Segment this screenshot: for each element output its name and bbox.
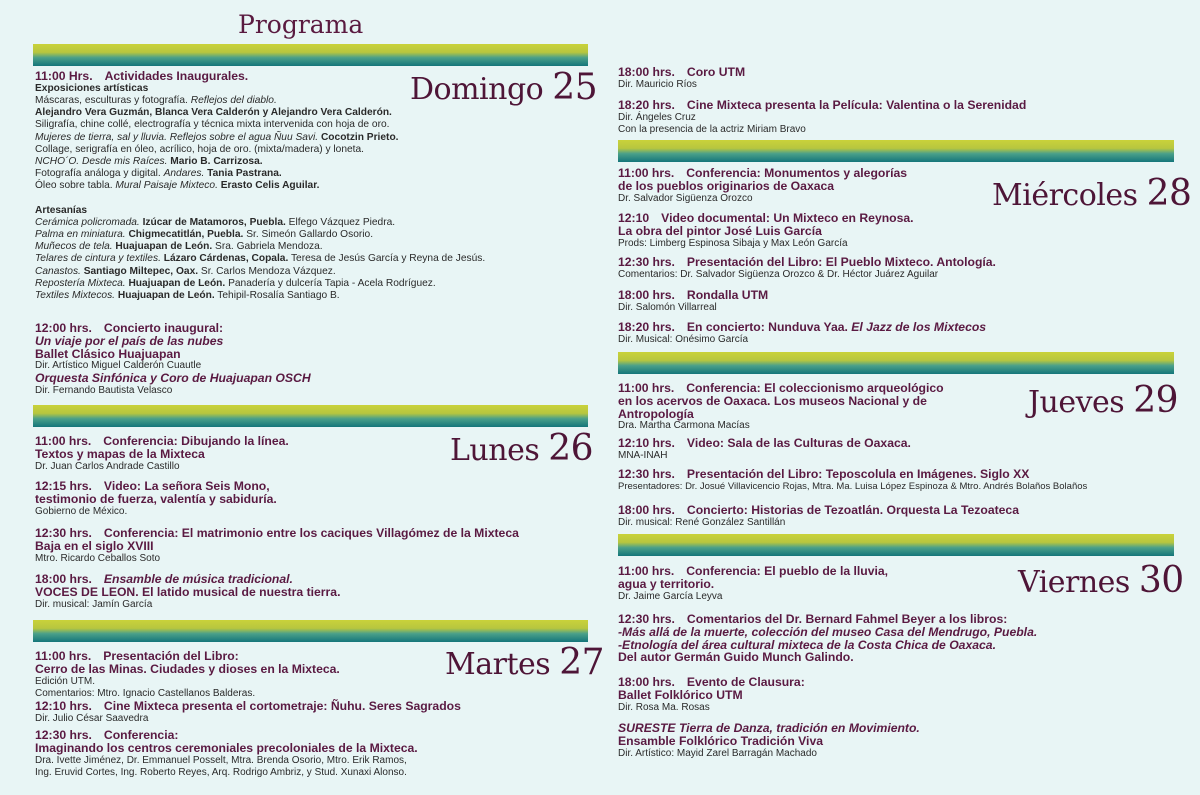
martes-e5: 18:20 hrs. Cine Mixteca presenta la Película: Valentina o la Serenidad Dir. Ángeles Cruz Con la presencia de la actriz Miriam Bravo xyxy=(618,98,1027,135)
jueves-e1: 11:00 hrs. Conferencia: El coleccionismo arqueológico en los acervos de Oaxaca. Los museos Nacional y de Antropología Dra. Martha Carmona Macías xyxy=(618,381,944,432)
viernes-e2: 12:30 hrs. Comentarios del Dr. Bernard Fahmel Beyer a los libros: -Más allá de la muerte, colección del museo Casa del Mendrugo, Puebla. -Etnología del área cultural mixteca de la Costa Chica de Oaxaca. Del autor Germán Guido Munch Galindo. xyxy=(618,612,1038,665)
day-heading-lunes: Lunes 26 xyxy=(450,428,594,469)
viernes-band xyxy=(618,534,1174,556)
viernes-e4: SURESTE Tierra de Danza, tradición en Movimiento. Ensamble Folklórico Tradición Viva Dir. Artístico: Mayid Zarel Barragán Machado xyxy=(618,721,920,759)
miercoles-e2: 12:10 Video documental: Un Mixteco en Reynosa. La obra del pintor José Luis García Prods: Limberg Espinosa Sibaja y Max León García xyxy=(618,211,914,249)
viernes-e1: 11:00 hrs. Conferencia: El pueblo de la lluvia, agua y territorio. Dr. Jaime García Leyva xyxy=(618,564,889,602)
list-item: Canastos. Santiago Miltepec, Oax. Sr. Carlos Mendoza Vázquez. xyxy=(35,265,336,277)
lunes-e2: 12:15 hrs. Video: La señora Seis Mono, testimonio de fuerza, valentía y sabiduría. Gobierno de México. xyxy=(35,479,277,517)
day-heading-domingo: Domingo 25 xyxy=(410,67,598,108)
list-item: Palma en miniatura. Chigmecatitlán, Puebla. Sr. Simeón Gallardo Osorio. xyxy=(35,229,374,241)
list-item: NCHO´O. Desde mis Raíces. Mario B. Carrizosa. xyxy=(35,156,263,168)
list-item: Cerámica policromada. Izúcar de Matamoros, Puebla. Elfego Vázquez Piedra. xyxy=(35,216,396,228)
day-heading-martes: Martes 27 xyxy=(445,642,605,683)
lunes-e3: 12:30 hrs. Conferencia: El matrimonio entre los caciques Villagómez de la Mixteca Baja en el siglo XVIII Mtro. Ricardo Ceballos Soto xyxy=(35,526,519,564)
domingo-block xyxy=(35,70,485,302)
domingo-concert-block: 12:00 hrs. Concierto inaugural: Un viaje por el país de las nubes Ballet Clásico Huajuapan Dir. Artístico Miguel Calderón Cuautle Orquesta Sinfónica y Coro de Huajuapan OSCH Dir. Fernando Bautista Velasco xyxy=(35,321,311,397)
day-heading-viernes: Viernes 30 xyxy=(1018,560,1184,601)
miercoles-e5: 18:20 hrs. En concierto: Nunduva Yaa. El Jazz de los Mixtecos Dir. Musical: Onésimo García xyxy=(618,320,987,345)
list-item: Telares de cintura y textiles. Lázaro Cárdenas, Copala. Teresa de Jesús García y Reyna de Jesús. xyxy=(35,253,486,265)
list-item: Máscaras, esculturas y fotografía. Reflejos del diablo. xyxy=(35,95,277,106)
lunes-band xyxy=(33,405,588,427)
page-title: Programa xyxy=(238,10,364,39)
martes-e2: 12:10 hrs. Cine Mixteca presenta el cortometraje: Ñuhu. Seres Sagrados Dir. Julio César Saavedra xyxy=(35,699,461,724)
list-item: Textiles Mixtecos. Huajuapan de León. Tehipil-Rosalía Santiago B. xyxy=(35,290,340,302)
list-item: Óleo sobre tabla. Mural Paisaje Mixteco. Erasto Celis Aguilar. xyxy=(35,180,320,192)
list-item: Repostería Mixteca. Huajuapan de León. Panadería y dulcería Tapia - Acela Rodríguez. xyxy=(35,277,436,289)
lunes-e4: 18:00 hrs. Ensamble de música tradicional. VOCES DE LEON. El latido musical de nuestra tierra. Dir. musical: Jamín García xyxy=(35,572,341,610)
day-heading-jueves: Jueves 29 xyxy=(1028,380,1179,421)
jueves-e2: 12:10 hrs. Video: Sala de las Culturas de Oaxaca. MNA-INAH xyxy=(618,436,911,461)
viernes-e3: 18:00 hrs. Evento de Clausura: Ballet Folklórico UTM Dir. Rosa Ma. Rosas xyxy=(618,675,805,713)
jueves-e4: 18:00 hrs. Concierto: Historias de Tezoatlán. Orquesta La Tezoateca Dir. musical: René González Santillán xyxy=(618,503,1019,528)
list-item: Siligrafía, chine collé, electrografía y técnica mixta intervenida con hoja de oro. xyxy=(35,119,390,131)
list-item: Fotografía análoga y digital. Andares. Tania Pastrana. xyxy=(35,168,282,180)
day-heading-miercoles: Miércoles 28 xyxy=(992,173,1192,214)
list-item: Collage, serigrafía en óleo, acrílico, hoja de oro. (mixta/madera) y loneta. xyxy=(35,143,364,155)
martes-e1: 11:00 hrs. Presentación del Libro: Cerro de las Minas. Ciudades y dioses en la Mixteca. Edición UTM. Comentarios: Mtro. Ignacio Castellanos Balderas. xyxy=(35,649,340,699)
list-item: Mujeres de tierra, sal y lluvia. Reflejos sobre el agua Ñuu Savi. Cocotzin Prieto. xyxy=(35,131,399,143)
miercoles-band xyxy=(618,140,1174,162)
right-page xyxy=(600,0,1200,795)
subheading: Artesanías xyxy=(35,204,88,216)
miercoles-e3: 12:30 hrs. Presentación del Libro: El Pueblo Mixteco. Antología. Comentarios: Dr. Salvador Sigüenza Orozco & Dr. Héctor Juárez Aguilar xyxy=(618,255,996,280)
jueves-e3: 12:30 hrs. Presentación del Libro: Teposcolula en Imágenes. Siglo XX Presentadores: Dr. Josué Villavicencio Rojas, Mtra. Ma. Luisa López Espinoza & Mtro. Andrés Bolaños Bolaños xyxy=(618,467,1088,492)
martes-e3: 12:30 hrs. Conferencia: Imaginando los centros ceremoniales precoloniales de la Mixteca. Dra. Ivette Jiménez, Dr. Emmanuel Posselt, Mtra. Brenda Osorio, Mtro. Erik Ramos, Ing. Eruvid Cortes, Ing. Roberto Reyes, Arq. Rodrigo Ambriz, y Stud. Xunaxi Alonso. xyxy=(35,728,418,778)
list-item: Muñecos de tela. Huajuapan de León. Sra. Gabriela Mendoza. xyxy=(35,241,323,253)
domingo-band xyxy=(33,44,588,66)
event-heading: 12:00 hrs. Concierto inaugural: xyxy=(35,321,224,335)
jueves-band xyxy=(618,352,1174,374)
subheading: Exposiciones artísticas xyxy=(35,82,149,94)
list-item: Alejandro Vera Guzmán, Blanca Vera Calderón y Alejandro Vera Calderón. xyxy=(35,107,392,119)
lunes-e1: 11:00 hrs. Conferencia: Dibujando la línea. Textos y mapas de la Mixteca Dr. Juan Carlos Andrade Castillo xyxy=(35,434,289,472)
miercoles-e1: 11:00 hrs. Conferencia: Monumentos y alegorías de los pueblos originarios de Oaxaca Dr. Salvador Sigüenza Orozco xyxy=(618,166,908,204)
event-heading: 11:00 Hrs. Actividades Inaugurales. xyxy=(35,69,249,83)
martes-e4: 18:00 hrs. Coro UTM Dir. Mauricio Ríos xyxy=(618,65,746,90)
martes-band xyxy=(33,620,588,642)
miercoles-e4: 18:00 hrs. Rondalla UTM Dir. Salomón Villarreal xyxy=(618,288,769,313)
